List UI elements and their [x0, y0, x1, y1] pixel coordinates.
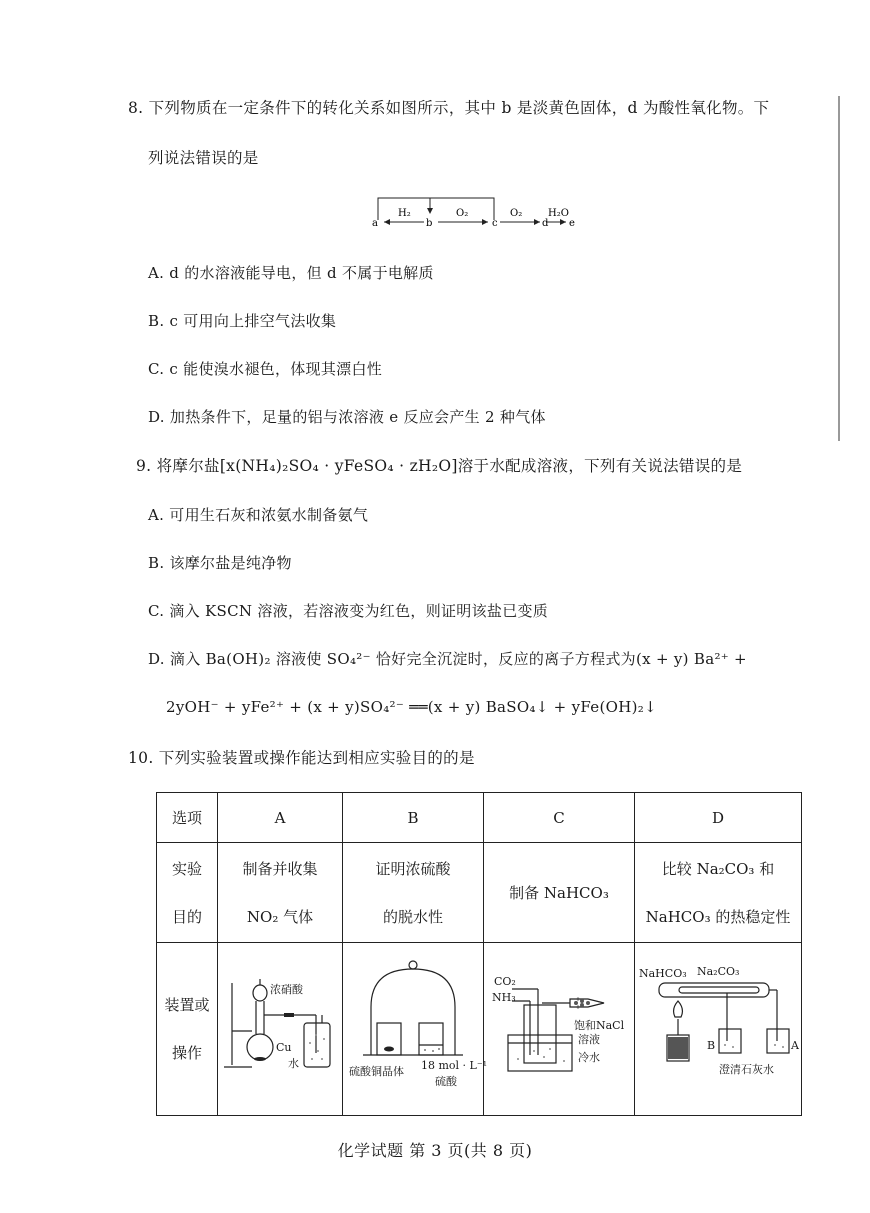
table-header-row: [157, 793, 802, 843]
q10-stem: 10. 下列实验装置或操作能达到相应实验目的的是: [128, 749, 475, 767]
purpose-label-line: 实验: [171, 859, 202, 878]
diagram-node-e: e: [569, 218, 575, 229]
table-apparatus-row: [157, 943, 802, 1116]
apparatus-b-drawing: [343, 943, 483, 1115]
table-purpose-row: [157, 843, 802, 943]
q8-option-b: B. c 可用向上排空气法收集: [148, 312, 337, 330]
diagram-node-a: a: [372, 218, 378, 229]
apparatus-d-label-na2co3: Na₂CO₃: [697, 965, 740, 978]
apparatus-d-label-a: A: [791, 1039, 799, 1052]
purpose-d-line: 比较 Na₂CO₃ 和: [661, 859, 775, 878]
q9-option-d-equation: 2yOH⁻ + yFe²⁺ + (x + y)SO₄²⁻ ══(x + y) BaSO₄↓ + yFe(OH)₂↓: [166, 698, 657, 716]
header-cell: C: [484, 793, 635, 843]
purpose-a-line: NO₂ 气体: [246, 907, 314, 926]
header-cell: D: [635, 793, 802, 843]
apparatus-c-label-nh3: NH₃: [492, 991, 516, 1004]
q9-option-d: D. 滴入 Ba(OH)₂ 溶液使 SO₄²⁻ 恰好完全沉淀时，反应的离子方程式为(x + y) Ba²⁺ +: [148, 650, 747, 668]
apparatus-c-label-co2: CO₂: [494, 975, 516, 988]
purpose-d-line: NaHCO₃ 的热稳定性: [645, 907, 791, 926]
purpose-b-line: 证明浓硫酸: [375, 859, 451, 878]
purpose-c-cell: [484, 843, 635, 943]
q8-option-d: D. 加热条件下，足量的铝与浓溶液 e 反应会产生 2 种气体: [148, 408, 546, 426]
header-cell: B: [343, 793, 484, 843]
apparatus-b-label-crystal: 硫酸铜晶体: [349, 1065, 404, 1078]
diagram-label-h2o: H₂O: [548, 208, 569, 219]
q9-option-a: A. 可用生石灰和浓氨水制备氨气: [148, 506, 369, 524]
apparatus-a-label-water: 水: [288, 1057, 299, 1070]
diagram-node-b: b: [426, 218, 433, 229]
purpose-b-line: 的脱水性: [382, 907, 443, 926]
diagram-label-o2-second: O₂: [510, 208, 523, 219]
q8-transformation-diagram: [370, 194, 580, 234]
q10-options-table: [156, 792, 802, 1116]
apparatus-c-label-nacl: 饱和NaCl: [574, 1019, 625, 1032]
q8-option-c: C. c 能使溴水褪色，体现其漂白性: [148, 360, 383, 378]
apparatus-a-label-acid: 浓硝酸: [270, 983, 303, 996]
apparatus-d-label-b: B: [707, 1039, 716, 1052]
apparatus-label-cell: [157, 943, 218, 1116]
diagram-label-o2-first: O₂: [456, 208, 469, 219]
purpose-c-line: 制备 NaHCO₃: [509, 884, 609, 902]
apparatus-label-line: 操作: [171, 1044, 202, 1062]
apparatus-a-cell: [218, 943, 343, 1116]
header-cell: 选项: [157, 793, 218, 843]
apparatus-d-label-limewater: 澄清石灰水: [719, 1063, 774, 1076]
q9-stem: 9. 将摩尔盐[x(NH₄)₂SO₄ · yFeSO₄ · zH₂O]溶于水配成溶液，下列有关说法错误的是: [136, 457, 743, 475]
diagram-node-c: c: [492, 218, 498, 229]
purpose-d-cell: [635, 843, 802, 943]
scan-margin-line: [838, 96, 840, 441]
purpose-a-cell: [218, 843, 343, 943]
purpose-b-cell: [343, 843, 484, 943]
q8-option-a: A. d 的水溶液能导电，但 d 不属于电解质: [148, 264, 434, 282]
apparatus-b-label-conc: 18 mol · L⁻¹: [421, 1059, 488, 1072]
purpose-label-line: 目的: [171, 907, 202, 926]
q9-option-b: B. 该摩尔盐是纯净物: [148, 554, 292, 572]
header-cell: A: [218, 793, 343, 843]
apparatus-b-label-acid: 硫酸: [435, 1075, 457, 1088]
q8-stem-line1: 8. 下列物质在一定条件下的转化关系如图所示，其中 b 是淡黄色固体，d 为酸性氧化物。下: [128, 99, 770, 117]
apparatus-d-label-nahco3: NaHCO₃: [639, 967, 687, 980]
q8-stem-line2: 列说法错误的是: [148, 149, 259, 167]
apparatus-label-line: 装置或: [164, 996, 210, 1014]
purpose-a-line: 制备并收集: [242, 859, 318, 878]
apparatus-c-label-solution: 溶液: [578, 1033, 600, 1046]
apparatus-b-cell: [343, 943, 488, 1116]
apparatus-c-cell: [484, 943, 635, 1116]
q9-option-c: C. 滴入 KSCN 溶液，若溶液变为红色，则证明该盐已变质: [148, 602, 549, 620]
apparatus-a-label-cu: Cu: [276, 1041, 292, 1054]
page-footer: 化学试题 第 3 页(共 8 页): [337, 1141, 533, 1160]
apparatus-c-label-cold-water: 冷水: [578, 1051, 600, 1064]
purpose-label-cell: [157, 843, 218, 943]
apparatus-d-cell: [635, 943, 802, 1116]
apparatus-a-drawing: [218, 943, 342, 1115]
diagram-label-h2: H₂: [398, 208, 411, 219]
diagram-node-d: d: [542, 218, 549, 229]
